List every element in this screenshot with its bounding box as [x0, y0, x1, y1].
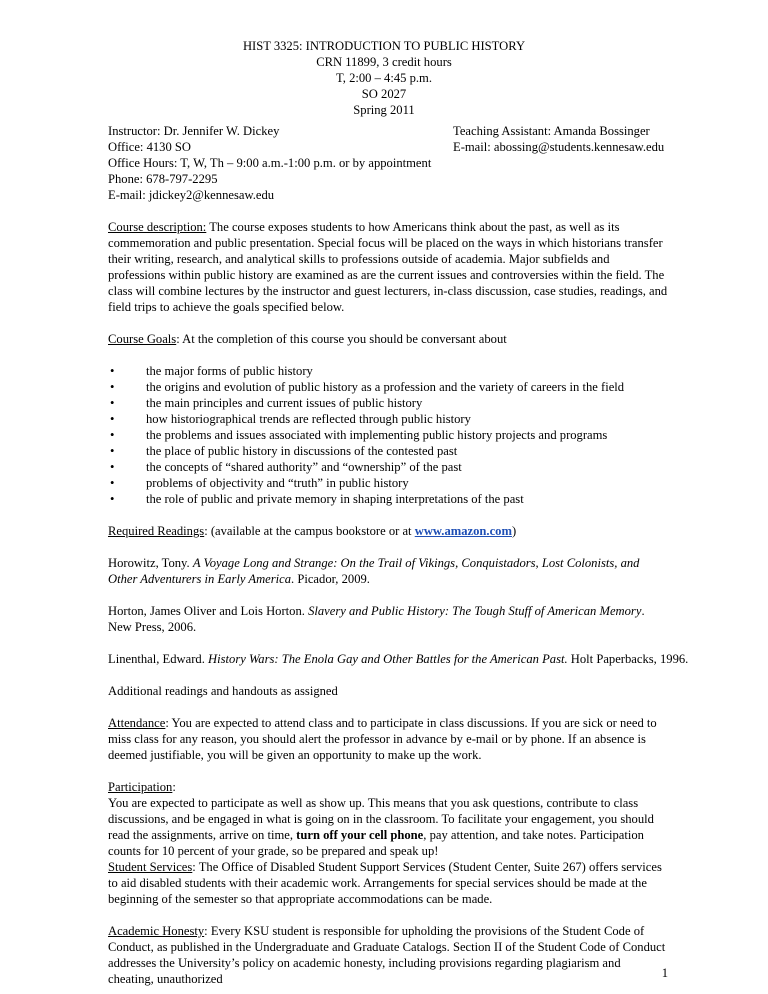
book-horton: Horton, James Oliver and Lois Horton. Slavery and Public History: The Tough Stuff of American Memory. New Press, 2006. — [108, 604, 645, 634]
course-description — [108, 219, 668, 315]
student-services-section — [108, 859, 668, 907]
book-title: Slavery and Public History: The Tough Stuff of American Memory — [308, 604, 642, 618]
list-item: • problems of objectivity and “truth” in public history — [110, 476, 409, 490]
bullet-icon: • — [110, 428, 115, 442]
services-text: : The Office of Disabled Student Support Services (Student Center, Suite 267) offers services to aid disabled students with their academic work. Arrangements for special services should be made at the beginning of the semester so that appropriate accommodations can be made. — [108, 860, 662, 906]
course-term: Spring 2011 — [353, 103, 415, 117]
course-room: SO 2027 — [361, 87, 407, 101]
bullet-icon: • — [110, 364, 115, 378]
amazon-link[interactable]: www.amazon.com — [414, 524, 512, 538]
list-item: • how historiographical trends are reflected through public history — [110, 412, 471, 426]
participation-label: Participation — [108, 780, 173, 794]
goals-label: Course Goals — [108, 332, 177, 346]
academic-honesty-section — [108, 923, 668, 987]
book-title: History Wars: The Enola Gay and Other Battles for the American Past. — [208, 652, 568, 666]
goals-list-container — [108, 363, 668, 507]
instructor-office: Office: 4130 SO — [108, 140, 192, 154]
additional-readings: Additional readings and handouts as assigned — [108, 684, 338, 698]
goals-list — [108, 363, 668, 507]
book-title: A Voyage Long and Strange: On the Trail of Vikings, Conquistadors, Lost Colonists, and Other Adventurers in Early America — [108, 556, 640, 586]
bullet-icon: • — [110, 460, 115, 474]
bullet-icon: • — [110, 396, 115, 410]
assistant-info — [453, 123, 664, 155]
instructor-email: E-mail: jdickey2@kennesaw.edu — [108, 188, 275, 202]
list-item: • the major forms of public history — [110, 364, 313, 378]
list-item: • the origins and evolution of public history as a profession and the variety of careers in the field — [110, 380, 625, 394]
course-title: HIST 3325: INTRODUCTION TO PUBLIC HISTORY — [242, 39, 526, 53]
attendance-section — [108, 715, 668, 763]
list-item: • the role of public and private memory in shaping interpretations of the past — [110, 492, 524, 506]
attendance-text: : You are expected to attend class and to participate in class discussions. If you are sick or need to miss class for any reason, you should alert the professor in advance by e-mail or by phone. If an absence is deemed justifiable, you will be given an opportunity to make up the work. — [108, 716, 657, 762]
bullet-icon: • — [110, 444, 115, 458]
assistant-name: Teaching Assistant: Amanda Bossinger — [453, 124, 650, 138]
readings-intro: : (available at the campus bookstore or at — [204, 524, 415, 538]
course-crn: CRN 11899, 3 credit hours — [316, 55, 452, 69]
book-horowitz: Horowitz, Tony. A Voyage Long and Strange: On the Trail of Vikings, Conquistadors, Lost Colonists, and Other Adventurers in Early America. Picador, 2009. — [108, 556, 640, 586]
course-header — [0, 38, 768, 118]
course-time: T, 2:00 – 4:45 p.m. — [336, 71, 432, 85]
readings-label: Required Readings — [108, 524, 205, 538]
bullet-icon: • — [110, 492, 115, 506]
instructor-hours: Office Hours: T, W, Th – 9:00 a.m.-1:00 p.m. or by appointment — [108, 156, 432, 170]
instructor-phone: Phone: 678-797-2295 — [108, 172, 218, 186]
cell-phone-notice: turn off your cell phone — [296, 828, 424, 842]
assistant-email: E-mail: abossing@students.kennesaw.edu — [453, 140, 665, 154]
list-item: • the concepts of “shared authority” and “ownership” of the past — [110, 460, 462, 474]
page-number: 1 — [661, 966, 668, 980]
course-goals — [108, 331, 668, 347]
attendance-label: Attendance — [108, 716, 166, 730]
list-item: • the place of public history in discussions of the contested past — [110, 444, 458, 458]
bullet-icon: • — [110, 476, 115, 490]
goals-intro: : At the completion of this course you should be conversant about — [176, 332, 507, 346]
honesty-text: : Every KSU student is responsible for upholding the provisions of the Student Code of Conduct, as published in the Undergraduate and Graduate Catalogs. Section II of the Student Code of Conduct addresses the University’s policy on academic honesty, including provisions regarding plagiarism and cheating, unauthorized — [108, 924, 666, 986]
honesty-label: Academic Honesty — [108, 924, 205, 938]
instructor-info — [108, 123, 431, 203]
required-readings: Required Readings: (available at the campus bookstore or at www.amazon.com) — [108, 524, 517, 538]
instructor-name: Instructor: Dr. Jennifer W. Dickey — [108, 124, 280, 138]
bullet-icon: • — [110, 380, 115, 394]
participation-section: Participation: You are expected to participate as well as show up. This means that you ask questions, contribute to class discussions, and be engaged in what is going on in the classroom. To facilitate your engagement, you should read the assignments, arrive on time, turn off your cell phone, pay attention, and take notes. Participation counts for 10 percent of your grade, so be prepared and speak up! — [108, 780, 654, 858]
services-label: Student Services — [108, 860, 193, 874]
list-item: • the main principles and current issues of public history — [110, 396, 423, 410]
description-label: Course description: — [108, 220, 207, 234]
bullet-icon: • — [110, 412, 115, 426]
book-linenthal: Linenthal, Edward. History Wars: The Enola Gay and Other Battles for the American Past. Holt Paperbacks, 1996. — [108, 652, 689, 666]
list-item: • the problems and issues associated with implementing public history projects and programs — [110, 428, 608, 442]
description-text: The course exposes students to how Americans think about the past, as well as its commemoration and public presentation. Special focus will be placed on the ways in which historians transfer their writing, research, and analytical skills to professions outside of academia. Major subfields and professions within public history are examined as are the current issues and controversies within the field. The class will combine lectures by the instructor and guest lecturers, in-class discussion, case studies, readings, and field trips to achieve the goals specified below. — [108, 220, 668, 314]
